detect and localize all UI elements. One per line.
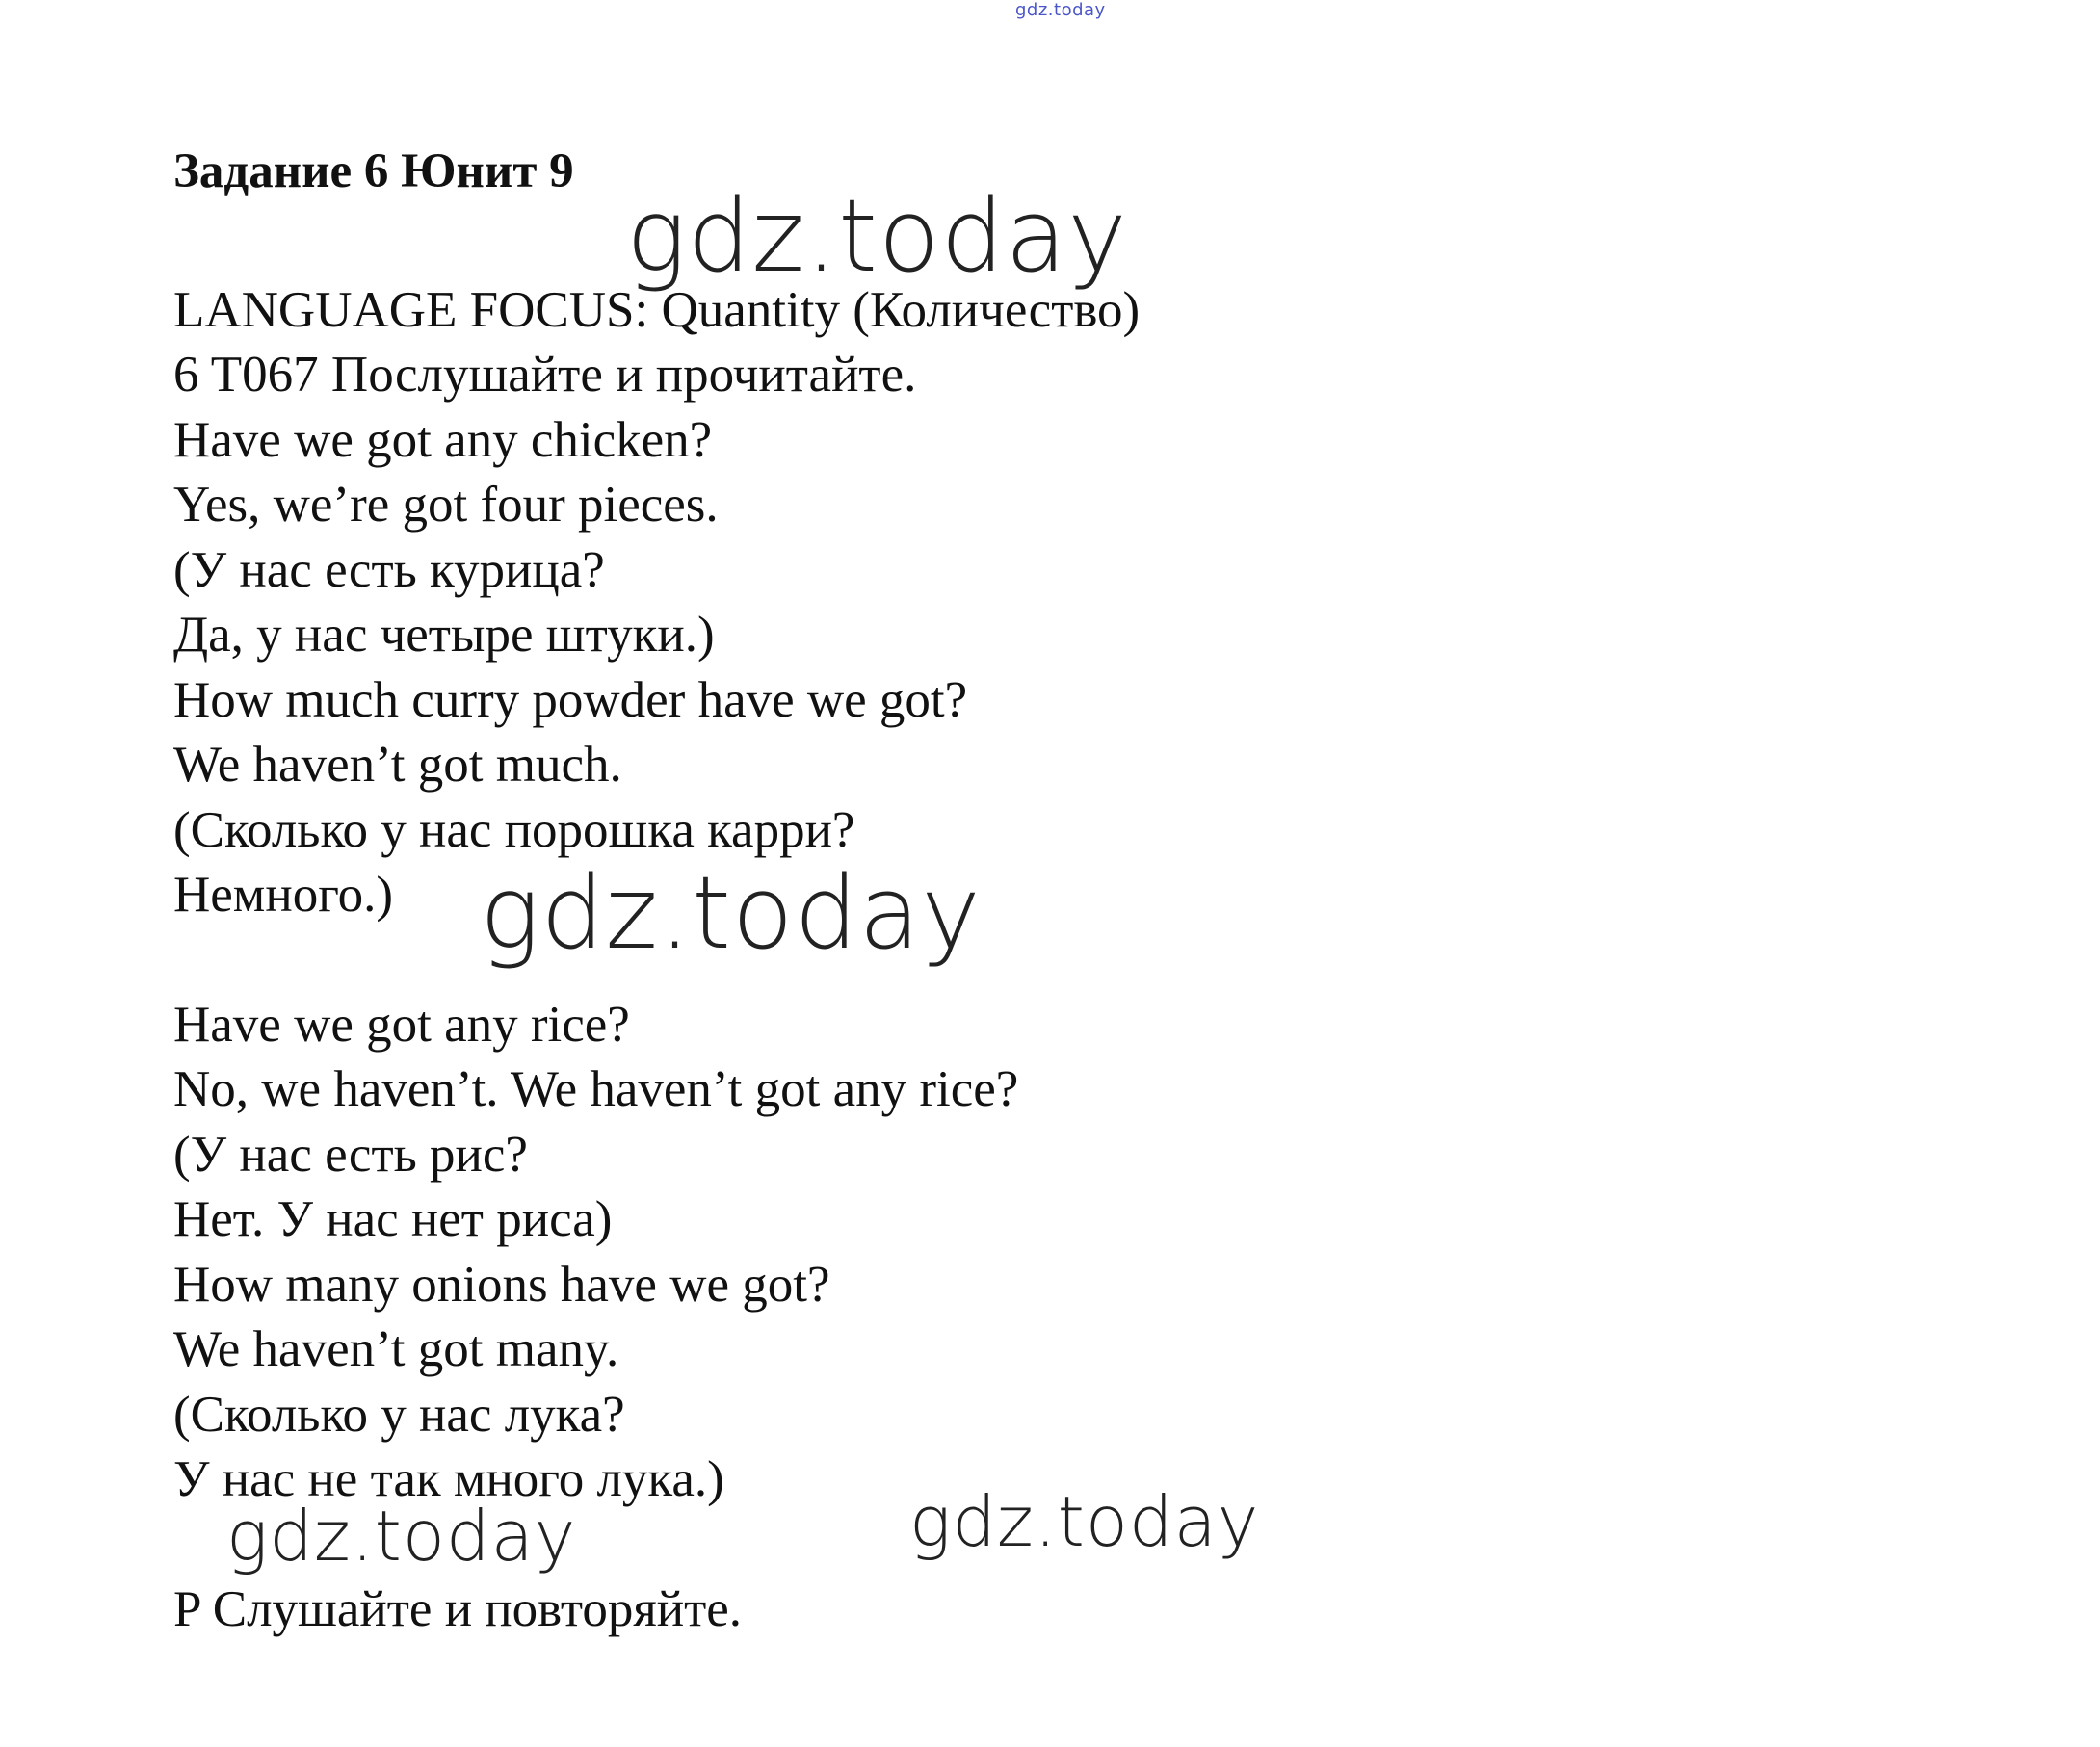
text-line: We haven’t got many.	[173, 1321, 619, 1377]
text-line: Have we got any rice?	[173, 997, 630, 1053]
text-line: Have we got any chicken?	[173, 412, 713, 468]
text-line: No, we haven’t. We haven’t got any rice?	[173, 1061, 1019, 1117]
text-line-language-focus: LANGUAGE FOCUS: Quantity (Количество)	[173, 282, 1141, 338]
top-watermark: gdz.today	[1015, 0, 1106, 20]
watermark: gdz.today	[909, 1481, 1260, 1562]
text-line: (У нас есть рис?	[173, 1127, 528, 1183]
watermark: gdz.today	[626, 177, 1128, 295]
watermark: gdz.today	[226, 1496, 577, 1577]
text-line: Немного.)	[173, 867, 394, 923]
text-line-instruction: 6 T067 Послушайте и прочитайте.	[173, 347, 917, 403]
text-line-repeat-instruction: P Слушайте и повторяйте.	[173, 1581, 743, 1637]
text-line: (Сколько у нас порошка карри?	[173, 802, 855, 858]
text-line: (У нас есть курица?	[173, 542, 605, 598]
text-line: We haven’t got much.	[173, 737, 622, 793]
text-line: How many onions have we got?	[173, 1257, 830, 1313]
text-line: У нас не так много лука.)	[173, 1451, 724, 1507]
text-line: Нет. У нас нет риса)	[173, 1191, 613, 1247]
text-line: Yes, we’re got four pieces.	[173, 477, 719, 533]
page-heading: Задание 6 Юнит 9	[173, 144, 574, 198]
text-line: (Сколько у нас лука?	[173, 1387, 625, 1443]
text-line: Да, у нас четыре штуки.)	[173, 607, 715, 663]
watermark: gdz.today	[480, 854, 982, 972]
text-line: How much curry powder have we got?	[173, 672, 968, 728]
